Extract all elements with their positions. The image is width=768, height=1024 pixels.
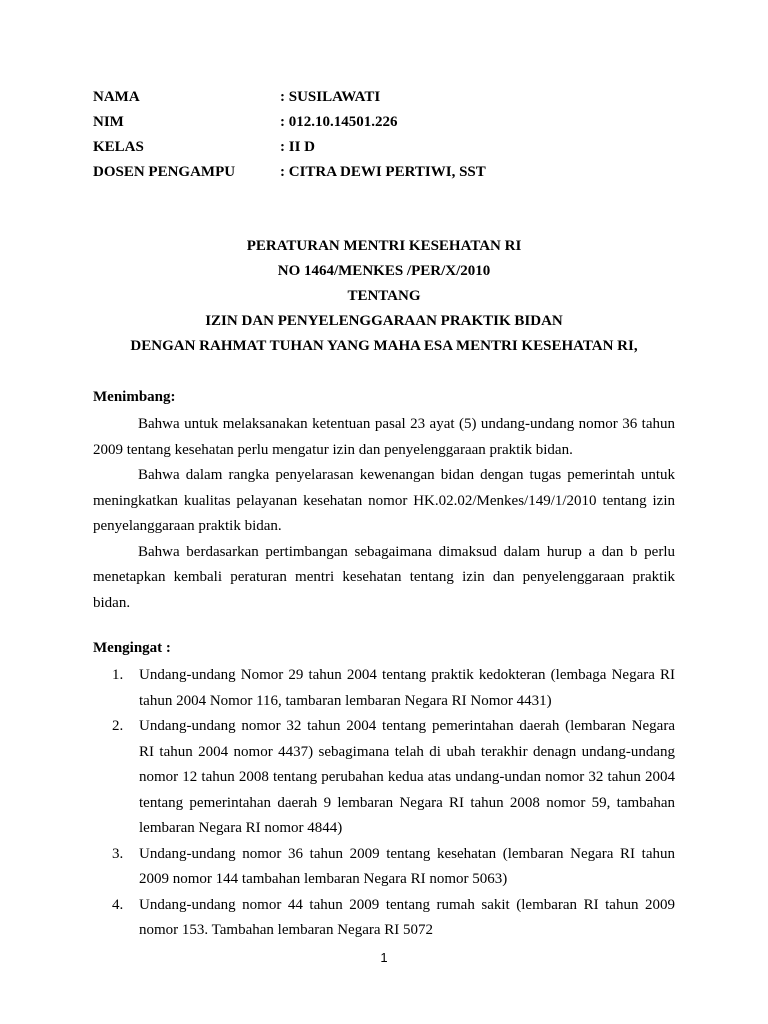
info-label: DOSEN PENGAMPU <box>93 164 236 180</box>
title-line: IZIN DAN PENYELENGGARAAN PRAKTIK BIDAN <box>205 313 563 329</box>
list-number: 4. <box>112 896 124 913</box>
list-item <box>93 893 675 944</box>
paragraph: Bahwa dalam rangka penyelarasan kewenangan bidan dengan tugas pemerintah untuk meningkatkan kualitas pelayanan kesehatan nomor HK.02.02/Menkes/149/1/2010 tentang izin penyelanggaraan praktik bidan. <box>93 467 675 534</box>
list-item <box>93 714 675 842</box>
info-value: : 012.10.14501.226 <box>280 114 398 130</box>
list-number: 2. <box>112 718 124 734</box>
student-info-table <box>93 87 693 187</box>
paragraph: Bahwa berdasarkan pertimbangan sebagaimana dimaksud dalam hurup a dan b perlu menetapkan kembali peraturan mentri kesehatan tentang izin dan penyelenggaraan praktik bidan. <box>93 543 675 611</box>
info-row-nama <box>93 87 693 112</box>
title-line: TENTANG <box>347 288 421 304</box>
info-row-nim <box>93 112 693 137</box>
section-heading: Menimbang: <box>93 389 176 405</box>
info-label: KELAS <box>93 139 144 155</box>
page-number: 1 <box>380 950 388 965</box>
list-text: Undang-undang Nomor 29 tahun 2004 tentang praktik kedokteran (lembaga Negara RI tahun 2004 Nomor 116, tambaran lembaran Negara RI Nomor 4431) <box>139 667 675 709</box>
list-text: Undang-undang nomor 44 tahun 2009 tentang rumah sakit (lembaran RI tahun 2009 nomor 153. Tambahan lembaran Negara RI 5072 <box>139 896 675 938</box>
legal-basis-list <box>93 663 675 944</box>
document-title <box>93 236 675 361</box>
list-item <box>93 663 675 714</box>
mengingat-section <box>93 638 675 944</box>
info-value: : SUSILAWATI <box>280 89 381 105</box>
info-label: NAMA <box>93 89 140 105</box>
list-text: Undang-undang nomor 36 tahun 2009 tentang kesehatan (lembaran Negara RI tahun 2009 nomor 144 tambahan lembaran Negara RI nomor 5063) <box>139 845 675 887</box>
info-label: NIM <box>93 114 124 130</box>
list-text: Undang-undang nomor 32 tahun 2004 tentang pemerintahan daerah (lembaran Negara RI tahun 2004 nomor 4437) sebagimana telah di ubah terakhir denagn undang-undang nomor 12 tahun 2008 tentang perubahan kedua atas undang-undan nomor 32 tahun 2004 tentang pemerintahan daerah 9 lembaran Negara RI tahun 2008 nomor 59, tambahan lembaran Negara RI nomor 4844) <box>139 718 675 836</box>
info-value: : II D <box>280 139 316 155</box>
info-row-dosen <box>93 162 693 187</box>
title-line: DENGAN RAHMAT TUHAN YANG MAHA ESA MENTRI KESEHATAN RI, <box>130 338 638 354</box>
title-line: NO 1464/MENKES /PER/X/2010 <box>277 263 491 279</box>
list-number: 1. <box>112 667 124 683</box>
info-value: : CITRA DEWI PERTIWI, SST <box>280 164 486 180</box>
menimbang-section <box>93 387 675 616</box>
title-line: PERATURAN MENTRI KESEHATAN RI <box>246 238 522 254</box>
list-item <box>93 842 675 893</box>
info-row-kelas <box>93 137 693 162</box>
list-number: 3. <box>112 845 124 862</box>
section-heading: Mengingat : <box>93 640 171 656</box>
paragraph: Bahwa untuk melaksanakan ketentuan pasal 23 ayat (5) undang-undang nomor 36 tahun 2009 tentang kesehatan perlu mengatur izin dan penyelenggaraan praktik bidan. <box>93 416 675 458</box>
